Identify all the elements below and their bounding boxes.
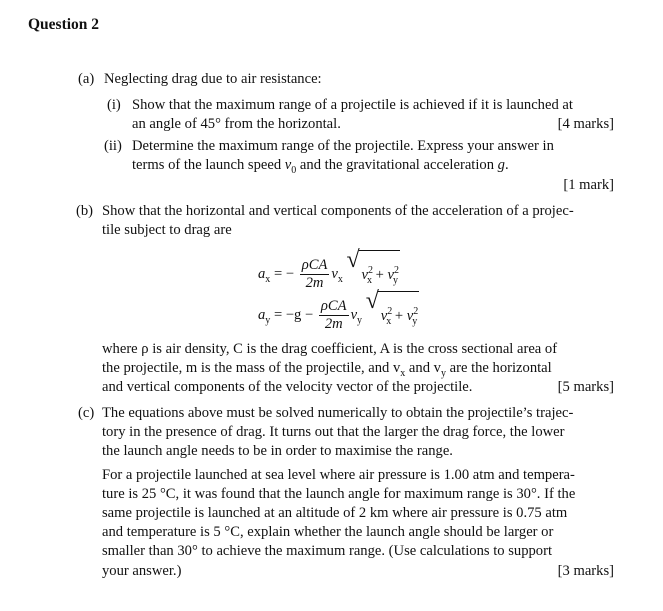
- part-b-where-3: and vertical components of the velocity vector of the projectile.: [102, 379, 473, 395]
- fraction-numerator: ρCA: [301, 257, 328, 274]
- v0-symbol: v: [284, 157, 292, 173]
- part-c-p1-2: tory in the presence of drag. It turns out that the larger the drag force, the lower: [102, 424, 565, 440]
- fraction-denominator: 2m: [305, 275, 324, 292]
- where-2-a: the projectile, m is the mass of the projectile, and v: [102, 360, 401, 376]
- part-a-ii-label: (ii): [104, 138, 122, 154]
- sqrt-v-2: v: [387, 266, 395, 283]
- sqrt-v-3: v: [380, 307, 388, 324]
- part-b-where-3-row: [102, 378, 614, 396]
- part-c-p2-1: For a projectile launched at sea level where air pressure is 1.00 atm and tempera-: [102, 467, 575, 483]
- part-b-label: (b): [76, 203, 94, 219]
- part-a-i-label: (i): [107, 97, 121, 113]
- part-b-where-1: where ρ is air density, C is the drag coefficient, A is the cross sectional area of: [102, 341, 558, 357]
- fraction-denominator-2: 2m: [324, 316, 343, 333]
- vx-symbol: v: [331, 266, 338, 283]
- part-c-p1-1: The equations above must be solved numerically to obtain the projectile’s trajec-: [102, 405, 574, 421]
- vy-symbol: v: [350, 307, 358, 324]
- part-b-marks: [5 marks]: [557, 379, 614, 395]
- ay-symbol: a: [258, 307, 266, 324]
- part-c-marks: [3 marks]: [557, 563, 614, 579]
- part-b-line1: Show that the horizontal and vertical components of the acceleration of a projec-: [102, 203, 574, 219]
- part-c-label: (c): [78, 405, 95, 421]
- part-a-ii-marks: [1 mark]: [563, 177, 614, 193]
- part-a-i-line1: [132, 96, 614, 114]
- sqrt-v-4: v: [406, 307, 414, 324]
- vy-subscript: y: [357, 315, 363, 327]
- sqrt-sign-icon: √: [346, 247, 360, 273]
- equation-ay: [258, 288, 419, 341]
- sqrt-2: √ $v^2_x + v^2_y$: [366, 291, 420, 341]
- sqrt-v-1: v: [361, 266, 368, 283]
- part-c-p1-3: the launch angle needs to be in order to maximise the range.: [102, 443, 453, 459]
- part-a-i-text-2: an angle of 45° from the horizontal.: [132, 116, 341, 132]
- part-c-p2-5: smaller than 30° to achieve the maximum range. (Use calculations to support: [102, 543, 553, 559]
- ax-symbol: a: [258, 266, 266, 283]
- part-a-ii-line2: [132, 156, 509, 180]
- part-c-p2-2: ture is 25 °C, it was found that the launch angle for maximum range is 30°. If the: [102, 486, 576, 502]
- ay-subscript: y: [265, 315, 271, 327]
- v0-subscript: 0: [291, 164, 297, 176]
- part-c-last-line: your answer.): [102, 563, 182, 579]
- vx-subscript: x: [337, 274, 343, 286]
- ax-subscript: x: [265, 274, 271, 286]
- drag-fraction-2: [319, 298, 349, 333]
- part-b-line2: tile subject to drag are: [102, 222, 232, 238]
- part-a-ii-line1: Determine the maximum range of the projectile. Express your answer in: [132, 138, 554, 154]
- sqrt-sign-icon: √: [365, 288, 379, 314]
- where-2-c: are the horizontal: [445, 360, 552, 376]
- part-b-where-2: the projectile, m is the mass of the projectile, and $v_x$ and $v_y$ are the horizontal: [102, 360, 552, 379]
- sqrt-1: √ $v^2_x + v^2_y$: [347, 250, 401, 300]
- drag-fraction-1: [300, 257, 330, 292]
- part-c-p2-3: same projectile is launched at an altitude of 2 km where air pressure is 0.75 atm: [102, 505, 568, 521]
- part-a-label: (a): [78, 71, 95, 87]
- part-a-i-text-1: Show that the maximum range of a projectile is achieved if it is launched at: [132, 97, 573, 113]
- part-a-ii-text-mid: and the gravitational acceleration: [296, 157, 498, 173]
- part-a-ii-text-pre: terms of the launch speed: [132, 157, 285, 173]
- part-c-last-row: [102, 562, 614, 580]
- ax-equals: = −: [273, 266, 295, 283]
- question-title: Question 2: [28, 16, 100, 33]
- part-c-p2-4: and temperature is 5 °C, explain whether the launch angle should be larger or: [102, 524, 554, 540]
- part-a-text: Neglecting drag due to air resistance:: [104, 71, 322, 87]
- ay-equals: = −g −: [273, 307, 314, 324]
- part-a-i-line2: [132, 115, 614, 133]
- g-symbol: g: [497, 157, 505, 173]
- where-2-b: and v: [405, 360, 441, 376]
- part-a-ii-text-end: .: [504, 157, 509, 173]
- part-a-i-marks: [4 marks]: [557, 116, 614, 132]
- fraction-numerator-2: ρCA: [320, 298, 347, 315]
